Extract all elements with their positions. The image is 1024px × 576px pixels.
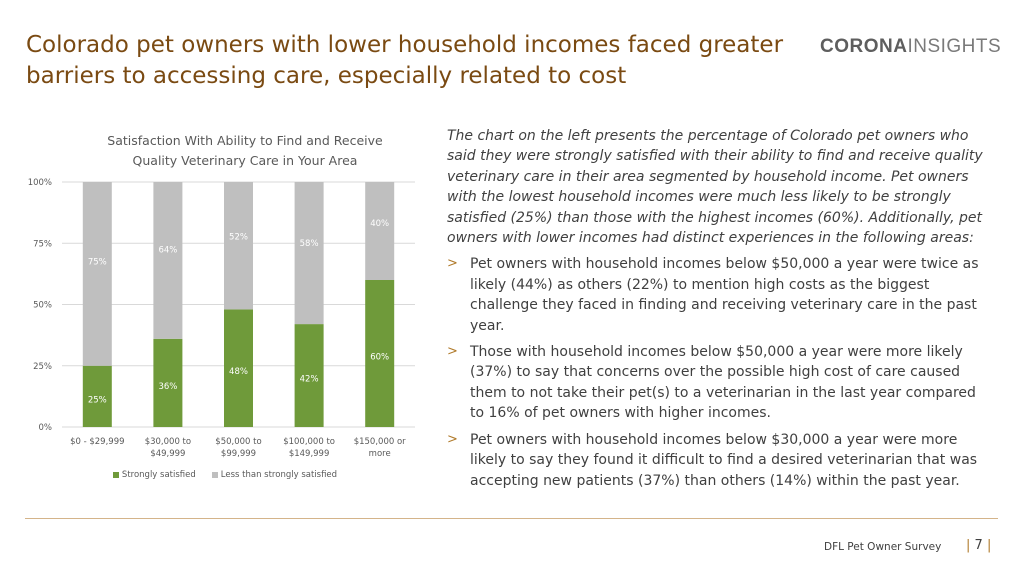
x-tick-label: $100,000 to [283, 437, 335, 447]
y-tick-label: 100% [27, 178, 52, 188]
y-tick-label: 50% [33, 300, 52, 311]
finding-text: Pet owners with household incomes below $50,000 a year were twice as likely (44%) as others (22%) to mention high costs as the biggest challenge they faced in finding and receiving veterinary care in the past year. [470, 256, 979, 334]
x-tick-label: $30,000 to [144, 437, 192, 447]
data-label: 60% [370, 352, 390, 363]
data-label: 52% [229, 232, 248, 243]
bar-less-satisfied [153, 182, 182, 339]
page-bar-left: | [966, 538, 971, 553]
finding-item [447, 342, 992, 424]
x-tick-label: $0 - $29,999 [70, 437, 125, 447]
bar-less-satisfied [365, 182, 394, 280]
legend-swatch-green [113, 472, 119, 478]
legend-item-less-satisfied [212, 470, 337, 480]
satisfaction-chart [20, 128, 430, 498]
bullet-chevron-icon: > [447, 431, 458, 447]
finding-item [447, 254, 992, 336]
data-label: 75% [87, 257, 107, 268]
data-label: 48% [229, 367, 248, 378]
chart-title-line-2: Quality Veterinary Care in Your Area [132, 153, 358, 168]
finding-text: Pet owners with household incomes below $30,000 a year were more likely to say they found it difficult to find a desired veterinarian that was accepting new patients (37%) than others (14%) within the past year. [470, 431, 978, 489]
bar-less-satisfied [224, 182, 253, 309]
x-tick-label: $50,000 to [215, 437, 262, 447]
data-label: 25% [87, 395, 107, 406]
legend-label-less-satisfied: Less than strongly satisfied [220, 470, 338, 480]
x-tick-label: $99,999 [220, 449, 257, 459]
footer-divider [25, 518, 998, 519]
chart-plot [20, 128, 430, 498]
footer-survey-name: DFL Pet Owner Survey [824, 541, 942, 553]
y-tick-label: 25% [33, 361, 52, 372]
data-label: 36% [158, 381, 178, 392]
legend-item-strongly-satisfied [113, 470, 196, 480]
findings-list [447, 254, 992, 490]
data-label: 58% [299, 238, 319, 249]
chart-title-line-1: Satisfaction With Ability to Find and Receive [107, 133, 383, 148]
x-tick-label: $149,999 [288, 449, 330, 459]
data-label: 40% [370, 219, 390, 230]
bullet-chevron-icon: > [447, 344, 458, 360]
finding-text: Those with household incomes below $50,000 a year were more likely (37%) to say that concerns over the possible high cost of care caused them to not take their pet(s) to a veterinarian in the last year compared to 16% of pet owners with higher incomes. [470, 344, 976, 422]
commentary [447, 126, 992, 491]
slide-title [26, 30, 786, 92]
x-tick-label: $150,000 or [353, 437, 406, 447]
page-bar-right: | [986, 538, 992, 553]
slide-title-line-1: Colorado pet owners with lower household incomes faced greater [26, 32, 784, 58]
bar-less-satisfied [83, 182, 112, 366]
bar-less-satisfied [295, 182, 324, 324]
chart-legend [20, 470, 430, 480]
page-number [966, 538, 991, 553]
finding-item [447, 430, 992, 491]
chart-title [80, 131, 410, 171]
logo-part-1: CORONA [820, 36, 908, 57]
page-number-value: 7 [974, 538, 983, 553]
y-tick-label: 75% [33, 239, 52, 250]
y-tick-label: 0% [38, 423, 52, 433]
bullet-chevron-icon: > [447, 256, 458, 272]
slide-title-line-2: barriers to accessing care, especially related to cost [26, 63, 627, 89]
corona-insights-logo [820, 36, 1001, 60]
legend-label-strongly-satisfied: Strongly satisfied [121, 470, 196, 480]
intro-paragraph: The chart on the left presents the percentage of Colorado pet owners who said they were strongly satisfied with their ability to find and receive quality veterinary care in their area segmented by household income. Pet owners with the lowest household incomes were much less likely to be strongly satisfied (25%) than those with the highest incomes (60%). Additionally, pet owners with lower incomes had distinct experiences in the following areas: [447, 128, 983, 247]
legend-swatch-gray [212, 472, 218, 478]
data-label: 42% [299, 374, 319, 385]
data-label: 64% [158, 245, 178, 256]
x-tick-label: more [368, 449, 391, 459]
logo-part-2: INSIGHTS [907, 36, 1002, 57]
x-tick-label: $49,999 [150, 449, 186, 459]
